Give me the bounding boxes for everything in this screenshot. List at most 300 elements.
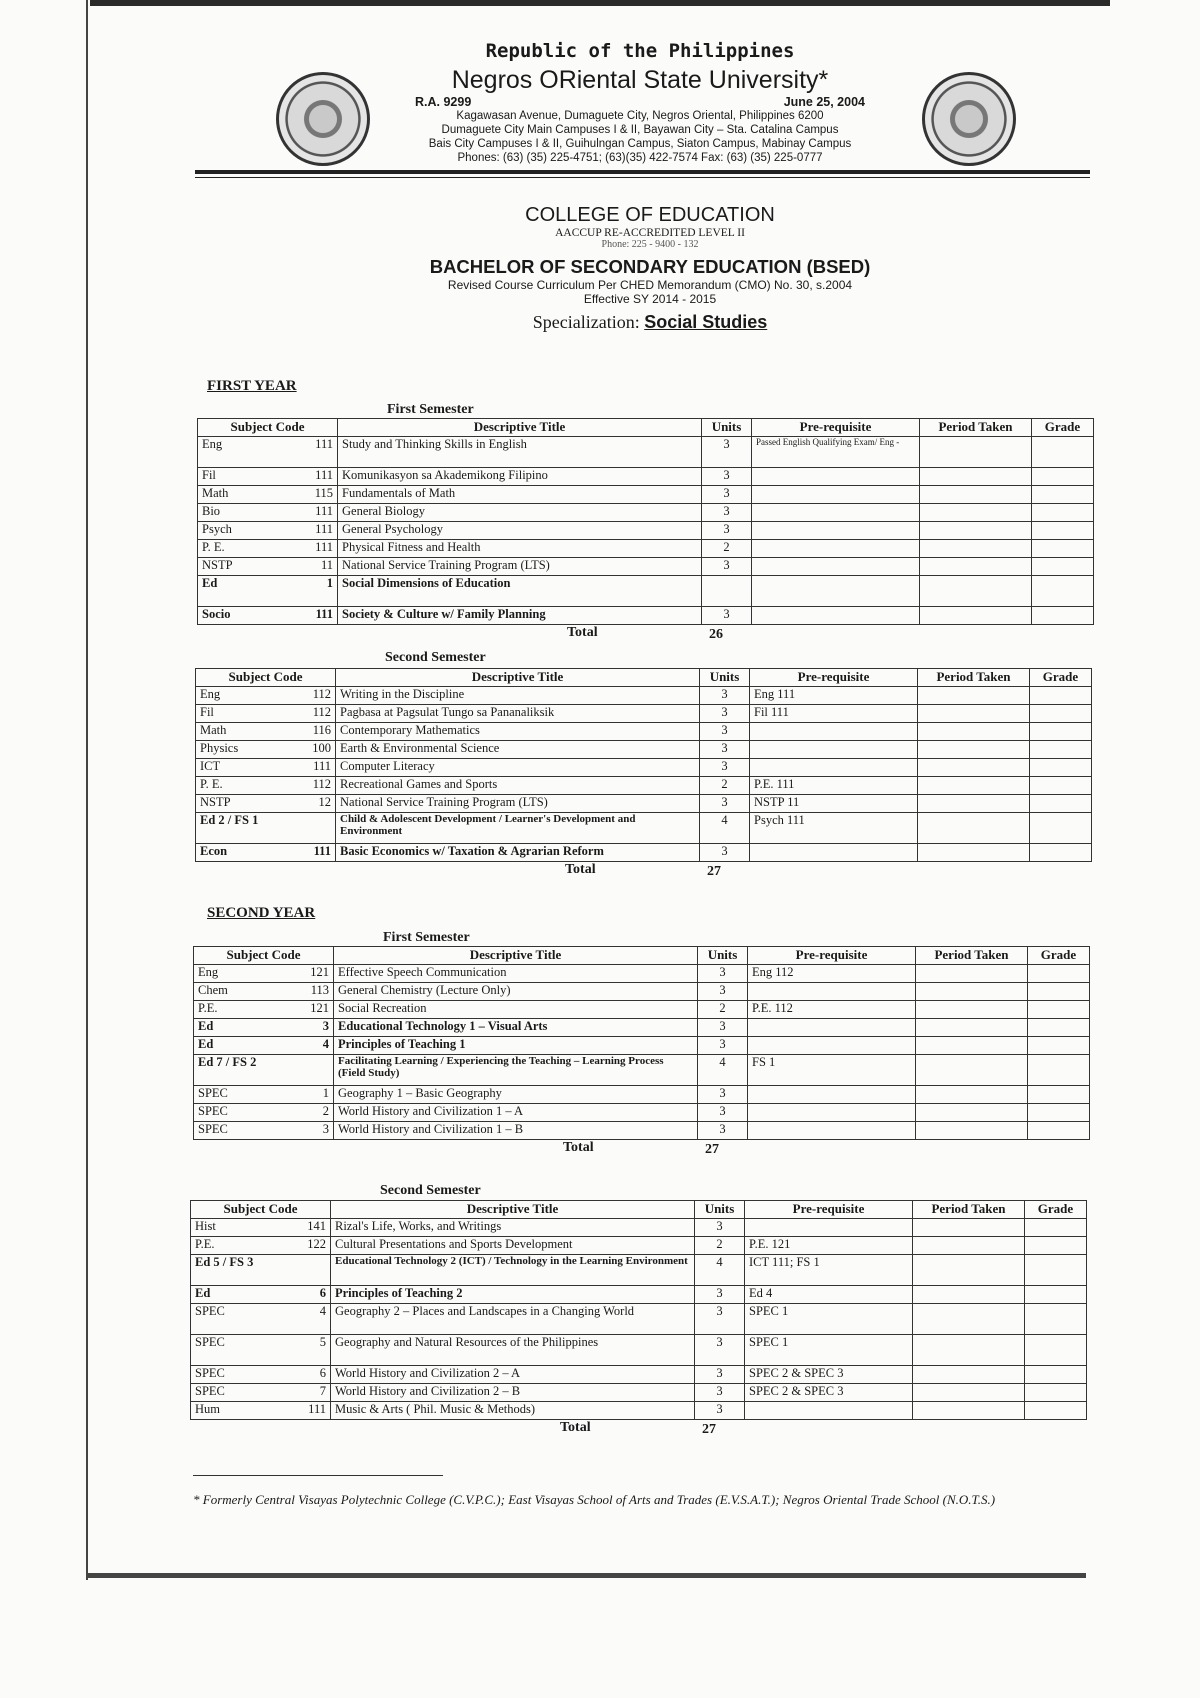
prerequisite-cell [750, 741, 918, 759]
subject-code-cell [196, 844, 336, 862]
descriptive-title: Effective Speech Communication [334, 965, 698, 983]
prerequisite-cell [752, 607, 920, 625]
prerequisite-cell [752, 468, 920, 486]
subject-prefix: Hist [195, 1219, 216, 1233]
table-header-row [196, 669, 1092, 687]
column-header: Grade [1025, 1201, 1087, 1219]
subject-code-cell [196, 723, 336, 741]
subject-code [200, 723, 331, 738]
units-cell: 3 [698, 965, 748, 983]
descriptive-title: Educational Technology 1 – Visual Arts [334, 1019, 698, 1037]
subject-number: 3 [322, 1122, 329, 1136]
period-taken-cell [918, 795, 1030, 813]
table-row [196, 723, 1092, 741]
descriptive-title: Educational Technology 2 (ICT) / Technology in the Learning Environment [331, 1255, 695, 1286]
subject-prefix: SPEC [195, 1335, 225, 1349]
scan-bottom-edge [86, 1573, 1086, 1578]
table-row [194, 1055, 1090, 1086]
subject-code-cell [194, 1001, 334, 1019]
subject-prefix: Math [200, 723, 227, 737]
period-taken-cell [913, 1402, 1025, 1420]
total-label: Total [563, 1140, 594, 1155]
column-header: Descriptive Title [336, 669, 700, 687]
accreditation: AACCUP RE-ACCREDITED LEVEL II [555, 227, 745, 239]
subject-code-cell [196, 705, 336, 723]
effective-year: Effective SY 2014 - 2015 [583, 292, 717, 306]
units-cell: 3 [698, 1086, 748, 1104]
table-row [198, 437, 1094, 468]
prerequisite-cell [752, 486, 920, 504]
subject-prefix: Ed [195, 1286, 211, 1300]
units-cell: 3 [702, 437, 752, 468]
subject-prefix: Chem [198, 983, 228, 997]
total-label: Total [565, 862, 596, 877]
subject-code [202, 504, 333, 519]
descriptive-title: Geography 2 – Places and Landscapes in a Changing World [331, 1304, 695, 1335]
subject-prefix: Ed 5 / FS 3 [195, 1255, 254, 1269]
subject-prefix: P. E. [202, 540, 225, 554]
prerequisite-cell: Fil 111 [750, 705, 918, 723]
subject-code-cell [191, 1255, 331, 1286]
header-rule [195, 170, 1090, 174]
units-cell: 4 [698, 1055, 748, 1086]
units-cell: 3 [698, 1019, 748, 1037]
column-header: Pre-requisite [752, 419, 920, 437]
ra-line [415, 95, 865, 109]
period-taken-cell [913, 1219, 1025, 1237]
units-cell: 3 [702, 558, 752, 576]
period-taken-cell [920, 558, 1032, 576]
subject-prefix: Ed 7 / FS 2 [198, 1055, 257, 1069]
prerequisite-cell: P.E. 111 [750, 777, 918, 795]
units-cell: 3 [702, 607, 752, 625]
grade-cell [1030, 723, 1092, 741]
grade-cell [1025, 1335, 1087, 1366]
table-row [196, 759, 1092, 777]
descriptive-title: Earth & Environmental Science [336, 741, 700, 759]
period-taken-cell [918, 813, 1030, 844]
subject-code-cell [194, 1104, 334, 1122]
period-taken-cell [918, 687, 1030, 705]
descriptive-title: Physical Fitness and Health [338, 540, 702, 558]
units-cell: 4 [700, 813, 750, 844]
curriculum-table [195, 668, 1092, 862]
column-header: Subject Code [191, 1201, 331, 1219]
prerequisite-cell [745, 1402, 913, 1420]
descriptive-title: General Chemistry (Lecture Only) [334, 983, 698, 1001]
subject-number: 111 [308, 1402, 326, 1416]
subject-code-cell [196, 813, 336, 844]
period-taken-cell [916, 965, 1028, 983]
grade-cell [1025, 1304, 1087, 1335]
subject-code [202, 468, 333, 483]
subject-code [195, 1286, 326, 1301]
subject-code-cell [196, 759, 336, 777]
descriptive-title: Social Dimensions of Education [338, 576, 702, 607]
prerequisite-cell: SPEC 2 & SPEC 3 [745, 1384, 913, 1402]
column-header: Period Taken [913, 1201, 1025, 1219]
subject-number: 113 [310, 983, 329, 997]
subject-number: 4 [322, 1037, 329, 1051]
descriptive-title: Music & Arts ( Phil. Music & Methods) [331, 1402, 695, 1420]
units-cell: 3 [700, 844, 750, 862]
subject-number: 112 [312, 687, 331, 701]
grade-cell [1028, 1055, 1090, 1086]
subject-code-cell [194, 1055, 334, 1086]
descriptive-title: Rizal's Life, Works, and Writings [331, 1219, 695, 1237]
subject-prefix: SPEC [198, 1104, 228, 1118]
subject-code-cell [194, 1086, 334, 1104]
grade-cell [1030, 777, 1092, 795]
subject-code [202, 576, 333, 591]
subject-number: 4 [319, 1304, 326, 1318]
units-cell: 3 [700, 759, 750, 777]
address-line: Kagawasan Avenue, Dumaguete City, Negros Oriental, Philippines 6200 [456, 110, 824, 122]
subject-code [198, 983, 329, 998]
subject-code [202, 540, 333, 555]
subject-prefix: SPEC [195, 1304, 225, 1318]
subject-number: 111 [315, 540, 333, 554]
subject-code [200, 741, 331, 756]
subject-code-cell [191, 1384, 331, 1402]
period-taken-cell [913, 1255, 1025, 1286]
subject-code [200, 813, 331, 828]
subject-number: 100 [312, 741, 331, 755]
subject-code-cell [196, 741, 336, 759]
subject-code [195, 1219, 326, 1234]
table-row [191, 1255, 1087, 1286]
period-taken-cell [916, 1019, 1028, 1037]
descriptive-title: Principles of Teaching 1 [334, 1037, 698, 1055]
subject-prefix: Math [202, 486, 229, 500]
subject-prefix: Ed [202, 576, 218, 590]
subject-code [200, 687, 331, 702]
units-cell: 2 [695, 1237, 745, 1255]
subject-prefix: SPEC [195, 1366, 225, 1380]
subject-code [198, 1001, 329, 1016]
units-cell: 3 [695, 1384, 745, 1402]
prerequisite-cell [748, 983, 916, 1001]
subject-code-cell [194, 1037, 334, 1055]
units-cell: 3 [695, 1402, 745, 1420]
units-cell: 3 [698, 983, 748, 1001]
units-cell: 2 [702, 540, 752, 558]
subject-code-cell [198, 522, 338, 540]
subject-number: 112 [312, 705, 331, 719]
subject-code-cell [198, 540, 338, 558]
total-label: Total [567, 625, 598, 640]
units-cell: 3 [698, 1104, 748, 1122]
period-taken-cell [916, 1104, 1028, 1122]
period-taken-cell [918, 759, 1030, 777]
table-row [191, 1286, 1087, 1304]
period-taken-cell [916, 1086, 1028, 1104]
subject-prefix: Psych [202, 522, 232, 536]
period-taken-cell [918, 741, 1030, 759]
descriptive-title: Fundamentals of Math [338, 486, 702, 504]
address-line: Dumaguete City Main Campuses I & II, Bayawan City – Sta. Catalina Campus [441, 124, 839, 136]
prerequisite-cell: Psych 111 [750, 813, 918, 844]
contact-line: Phones: (63) (35) 225-4751; (63)(35) 422-7574 Fax: (63) (35) 225-0777 [457, 152, 823, 164]
subject-code [198, 1037, 329, 1052]
table-row [191, 1237, 1087, 1255]
descriptive-title: Society & Culture w/ Family Planning [338, 607, 702, 625]
footnote: * Formerly Central Visayas Polytechnic College (C.V.P.C.); East Visayas School of Arts and Trades (E.V.S.A.T.); Negros Oriental Trade School (N.O.T.S.) [193, 1492, 996, 1507]
descriptive-title: World History and Civilization 1 – B [334, 1122, 698, 1140]
units-cell: 3 [700, 687, 750, 705]
grade-cell [1028, 1086, 1090, 1104]
units-cell: 3 [702, 486, 752, 504]
column-header: Descriptive Title [338, 419, 702, 437]
address-line: Bais City Campuses I & II, Guihulngan Campus, Siaton Campus, Mabinay Campus [428, 138, 852, 150]
subject-code-cell [194, 1019, 334, 1037]
subject-prefix: Fil [200, 705, 214, 719]
grade-cell [1032, 504, 1094, 522]
subject-code [195, 1384, 326, 1399]
subject-prefix: Econ [200, 844, 228, 858]
subject-code-cell [194, 983, 334, 1001]
table-row [196, 687, 1092, 705]
college-name: COLLEGE OF EDUCATION [525, 204, 775, 226]
table-row [198, 576, 1094, 607]
subject-code-cell [198, 437, 338, 468]
grade-cell [1025, 1366, 1087, 1384]
period-taken-cell [918, 723, 1030, 741]
subject-prefix: P.E. [195, 1237, 215, 1251]
period-taken-cell [913, 1237, 1025, 1255]
subject-number: 111 [313, 759, 331, 773]
subject-prefix: Ed [198, 1019, 214, 1033]
subject-code [198, 1055, 329, 1070]
column-header: Units [695, 1201, 745, 1219]
period-taken-cell [913, 1286, 1025, 1304]
grade-cell [1032, 437, 1094, 468]
units-cell: 3 [700, 723, 750, 741]
grade-cell [1030, 813, 1092, 844]
subject-prefix: Physics [200, 741, 239, 755]
subject-number: 5 [319, 1335, 326, 1349]
subject-number: 6 [319, 1286, 326, 1300]
units-cell: 3 [698, 1037, 748, 1055]
subject-code-cell [198, 504, 338, 522]
descriptive-title: General Biology [338, 504, 702, 522]
prerequisite-cell [752, 540, 920, 558]
subject-code [202, 607, 333, 622]
subject-prefix: Eng [198, 965, 219, 979]
grade-cell [1030, 759, 1092, 777]
column-header: Units [700, 669, 750, 687]
prerequisite-cell: Ed 4 [745, 1286, 913, 1304]
column-header: Descriptive Title [331, 1201, 695, 1219]
subject-code-cell [196, 777, 336, 795]
subject-prefix: Ed [198, 1037, 214, 1051]
grade-cell [1032, 522, 1094, 540]
descriptive-title: National Service Training Program (LTS) [338, 558, 702, 576]
descriptive-title: Recreational Games and Sports [336, 777, 700, 795]
units-cell: 3 [698, 1122, 748, 1140]
table-row [191, 1219, 1087, 1237]
table-row [196, 741, 1092, 759]
descriptive-title: World History and Civilization 1 – A [334, 1104, 698, 1122]
table-row [196, 844, 1092, 862]
table-row [194, 1104, 1090, 1122]
prerequisite-cell: ICT 111; FS 1 [745, 1255, 913, 1286]
subject-number: 2 [322, 1104, 329, 1118]
total-units: 27 [702, 1422, 716, 1437]
table-header-row [198, 419, 1094, 437]
table-row [191, 1304, 1087, 1335]
period-taken-cell [920, 504, 1032, 522]
grade-cell [1030, 705, 1092, 723]
period-taken-cell [916, 1122, 1028, 1140]
grade-cell [1025, 1237, 1087, 1255]
period-taken-cell [920, 576, 1032, 607]
grade-cell [1028, 983, 1090, 1001]
specialization [300, 312, 1000, 333]
scan-left-edge [86, 0, 88, 1580]
subject-code-cell [196, 795, 336, 813]
prerequisite-cell [745, 1219, 913, 1237]
subject-prefix: Hum [195, 1402, 220, 1416]
subject-number: 11 [320, 558, 333, 572]
curriculum-table [197, 418, 1094, 625]
subject-number: 111 [315, 522, 333, 536]
grade-cell [1032, 468, 1094, 486]
grade-cell [1025, 1402, 1087, 1420]
table-header-row [191, 1201, 1087, 1219]
prerequisite-cell [752, 576, 920, 607]
grade-cell [1028, 1001, 1090, 1019]
column-header: Pre-requisite [748, 947, 916, 965]
descriptive-title: National Service Training Program (LTS) [336, 795, 700, 813]
subject-number: 122 [307, 1237, 326, 1251]
descriptive-title: Cultural Presentations and Sports Development [331, 1237, 695, 1255]
curriculum-table [193, 946, 1090, 1140]
descriptive-title: Study and Thinking Skills in English [338, 437, 702, 468]
subject-number: 121 [310, 1001, 329, 1015]
subject-code-cell [191, 1286, 331, 1304]
period-taken-cell [920, 486, 1032, 504]
ra-number: R.A. 9299 [415, 95, 472, 109]
subject-code [198, 965, 329, 980]
descriptive-title: Contemporary Mathematics [336, 723, 700, 741]
subject-number: 1 [326, 576, 333, 590]
grade-cell [1025, 1384, 1087, 1402]
period-taken-cell [918, 705, 1030, 723]
descriptive-title: Pagbasa at Pagsulat Tungo sa Pananaliksik [336, 705, 700, 723]
units-cell: 3 [695, 1286, 745, 1304]
subject-code [202, 437, 333, 452]
table-row [198, 522, 1094, 540]
subject-code [195, 1402, 326, 1417]
subject-code-cell [198, 576, 338, 607]
prerequisite-cell: NSTP 11 [750, 795, 918, 813]
letterhead [190, 40, 1090, 165]
table-row [191, 1335, 1087, 1366]
subject-number: 115 [314, 486, 333, 500]
table-row [194, 1037, 1090, 1055]
descriptive-title: Basic Economics w/ Taxation & Agrarian Reform [336, 844, 700, 862]
prerequisite-cell: SPEC 1 [745, 1304, 913, 1335]
column-header: Grade [1030, 669, 1092, 687]
descriptive-title: World History and Civilization 2 – B [331, 1384, 695, 1402]
subject-code [195, 1237, 326, 1252]
period-taken-cell [920, 437, 1032, 468]
units-cell: 3 [695, 1366, 745, 1384]
subject-number: 141 [307, 1219, 326, 1233]
period-taken-cell [920, 607, 1032, 625]
prerequisite-cell: SPEC 2 & SPEC 3 [745, 1366, 913, 1384]
subject-code [202, 486, 333, 501]
descriptive-title: Geography 1 – Basic Geography [334, 1086, 698, 1104]
grade-cell [1028, 1019, 1090, 1037]
prerequisite-cell [750, 844, 918, 862]
grade-cell [1032, 607, 1094, 625]
revision-note: Revised Course Curriculum Per CHED Memorandum (CMO) No. 30, s.2004 [447, 278, 853, 292]
table-row [196, 795, 1092, 813]
table-row [196, 813, 1092, 844]
curriculum-table [190, 1200, 1087, 1420]
prerequisite-cell [752, 504, 920, 522]
grade-cell [1028, 1122, 1090, 1140]
descriptive-title: General Psychology [338, 522, 702, 540]
subject-code [195, 1366, 326, 1381]
grade-cell [1032, 486, 1094, 504]
subject-code [200, 777, 331, 792]
subject-code [198, 1086, 329, 1101]
subject-prefix: Ed 2 / FS 1 [200, 813, 259, 827]
period-taken-cell [913, 1384, 1025, 1402]
period-taken-cell [918, 777, 1030, 795]
period-taken-cell [916, 983, 1028, 1001]
table-row [191, 1402, 1087, 1420]
units-cell: 3 [702, 522, 752, 540]
subject-code-cell [198, 486, 338, 504]
subject-number: 111 [313, 844, 331, 858]
prerequisite-cell: FS 1 [748, 1055, 916, 1086]
period-taken-cell [916, 1055, 1028, 1086]
subject-code [195, 1255, 326, 1270]
column-header: Units [698, 947, 748, 965]
prerequisite-cell [748, 1104, 916, 1122]
table-row [198, 504, 1094, 522]
subject-code-cell [191, 1335, 331, 1366]
grade-cell [1030, 741, 1092, 759]
grade-cell [1025, 1255, 1087, 1286]
prerequisite-cell [748, 1019, 916, 1037]
college-block [300, 204, 1000, 333]
total-label: Total [560, 1420, 591, 1435]
subject-code [198, 1019, 329, 1034]
units-cell: 3 [702, 468, 752, 486]
subject-code [202, 558, 333, 573]
grade-cell [1025, 1219, 1087, 1237]
units-cell: 3 [700, 741, 750, 759]
subject-code [195, 1304, 326, 1319]
grade-cell [1028, 1037, 1090, 1055]
subject-code-cell [198, 558, 338, 576]
table-row [198, 540, 1094, 558]
prerequisite-cell: Eng 112 [748, 965, 916, 983]
subject-number: 111 [315, 504, 333, 518]
column-header: Grade [1032, 419, 1094, 437]
grade-cell [1028, 965, 1090, 983]
subject-prefix: Eng [202, 437, 223, 451]
period-taken-cell [913, 1366, 1025, 1384]
header-rule-thin [195, 177, 1090, 178]
subject-prefix: NSTP [202, 558, 233, 572]
table-row [194, 983, 1090, 1001]
